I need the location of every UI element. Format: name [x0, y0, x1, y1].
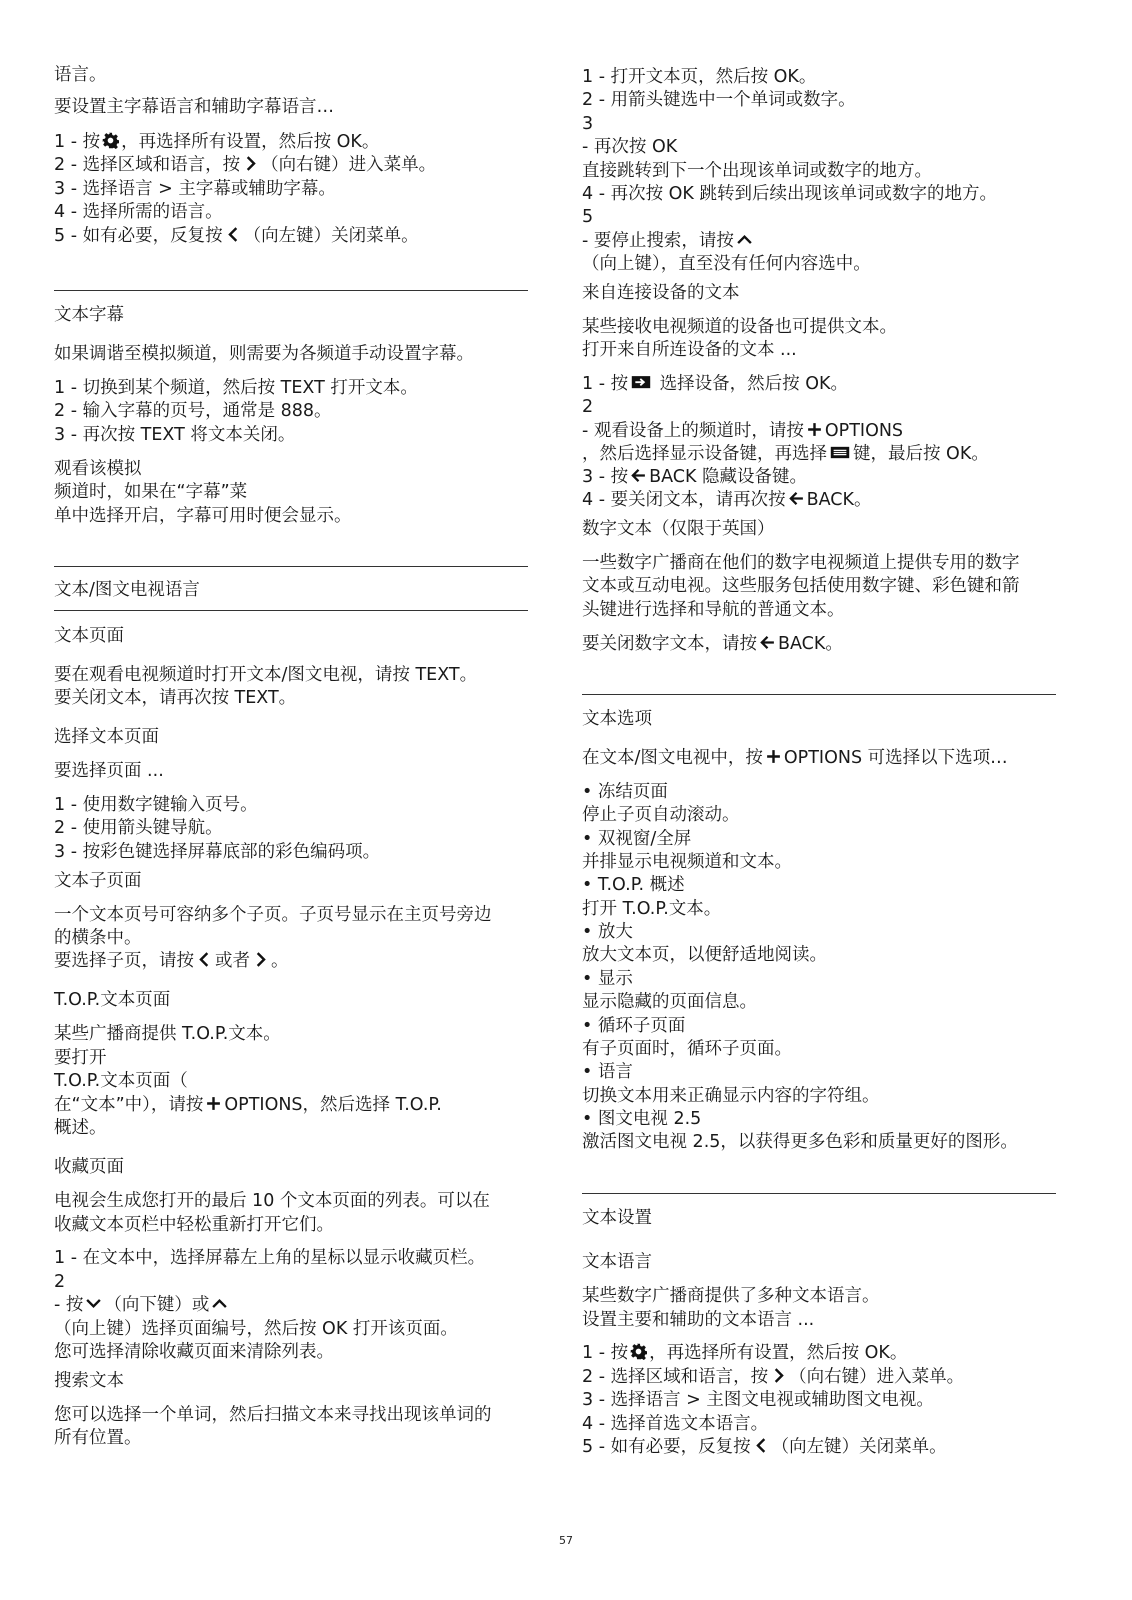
- list-item: • 循环子页面: [582, 1016, 686, 1036]
- text-line: 在文本/图文电视中，按 OPTIONS 可选择以下选项…: [582, 748, 1008, 768]
- text-line: 语言。: [54, 65, 107, 85]
- text-line: 3: [582, 114, 594, 134]
- text-line: 概述。: [54, 1118, 107, 1138]
- text-line: - 观看设备上的频道时，请按 OPTIONS: [582, 421, 904, 441]
- text-line: 在“文本”中），请按 OPTIONS，然后选择 T.O.P.: [54, 1095, 442, 1115]
- section-heading: 文本设置: [582, 1208, 652, 1228]
- text-line: T.O.P.文本页面（: [54, 1071, 188, 1091]
- chevron-left-icon: [753, 1437, 770, 1454]
- text-line: 5 - 如有必要，反复按 （向左键）关闭菜单。: [54, 226, 419, 246]
- text-line: 单中选择开启，字幕可用时便会显示。: [54, 506, 352, 526]
- text-line: 要关闭文本，请再次按 TEXT。: [54, 688, 297, 708]
- section-divider: [54, 290, 528, 291]
- list-item: • 放大: [582, 922, 633, 942]
- text-line: 直接跳转到下一个出现该单词或数字的地方。: [582, 161, 932, 181]
- text-line: 3 - 选择语言 > 主图文电视或辅助图文电视。: [582, 1390, 934, 1410]
- chevron-down-icon: [85, 1295, 102, 1312]
- subsection-heading: 文本子页面: [54, 871, 142, 891]
- text-line: 停止子页自动滚动。: [582, 805, 740, 825]
- text-line: 观看该模拟: [54, 459, 142, 479]
- text-line: 有子页面时，循环子页面。: [582, 1039, 792, 1059]
- chevron-left-icon: [196, 951, 213, 968]
- chevron-right-icon: [770, 1367, 787, 1384]
- text-line: 要选择页面 ...: [54, 761, 164, 781]
- text-line: 并排显示电视频道和文本。: [582, 852, 792, 872]
- list-item: • 语言: [582, 1062, 633, 1082]
- text-line: 5 - 如有必要，反复按 （向左键）关闭菜单。: [582, 1437, 947, 1457]
- text-line: 1 - 按 选择设备，然后按 OK。: [582, 374, 848, 394]
- list-item: • 冻结页面: [582, 782, 668, 802]
- subsection-heading: 文本语言: [582, 1252, 652, 1272]
- text-line: 打开来自所连设备的文本 ...: [582, 340, 797, 360]
- text-line: 某些广播商提供 T.O.P.文本。: [54, 1024, 281, 1044]
- text-line: 3 - 再次按 TEXT 将文本关闭。: [54, 425, 296, 445]
- chevron-up-icon: [736, 231, 753, 248]
- text-line: 4 - 要关闭文本，请再次按 BACK。: [582, 490, 872, 510]
- text-line: - 要停止搜索，请按: [582, 230, 755, 252]
- text-line: 电视会生成您打开的最后 10 个文本页面的列表。可以在: [54, 1191, 490, 1211]
- section-divider: [582, 1193, 1056, 1194]
- text-line: 2: [582, 397, 594, 417]
- text-line: 要打开: [54, 1048, 107, 1068]
- gear-icon: [102, 132, 119, 149]
- text-line: （向上键），直至没有任何内容选中。: [582, 254, 871, 274]
- text-line: 一个文本页号可容纳多个子页。子页号显示在主页号旁边: [54, 905, 492, 925]
- list-item: • 双视窗/全屏: [582, 829, 692, 849]
- text-line: 3 - 按 BACK 隐藏设备键。: [582, 467, 808, 487]
- text-line: 1 - 按 ，再选择所有设置，然后按 OK。: [54, 132, 380, 152]
- back-arrow-icon: [759, 634, 776, 651]
- text-line: 某些接收电视频道的设备也可提供文本。: [582, 317, 897, 337]
- text-line: 1 - 使用数字键输入页号。: [54, 795, 258, 815]
- subsection-heading: 选择文本页面: [54, 727, 159, 747]
- text-line: 1 - 按 ，再选择所有设置，然后按 OK。: [582, 1343, 908, 1363]
- text-line: 要设置主字幕语言和辅助字幕语言…: [54, 97, 334, 117]
- list-item: • 图文电视 2.5: [582, 1109, 702, 1129]
- text-line: 3 - 按彩色键选择屏幕底部的彩色编码项。: [54, 842, 381, 862]
- chevron-left-icon: [225, 226, 242, 243]
- text-line: 的横条中。: [54, 928, 142, 948]
- text-line: 2 - 输入字幕的页号，通常是 888。: [54, 401, 332, 421]
- text-line: 您可以选择一个单词，然后扫描文本来寻找出现该单词的: [54, 1405, 492, 1425]
- text-line: ，然后选择显示设备键，再选择 键，最后按 OK。: [582, 444, 989, 464]
- text-line: 1 - 打开文本页，然后按 OK。: [582, 67, 817, 87]
- text-line: 3 - 选择语言 > 主字幕或辅助字幕。: [54, 179, 336, 199]
- subsection-heading: T.O.P.文本页面: [54, 990, 171, 1010]
- text-line: 要关闭数字文本，请按 BACK。: [582, 634, 843, 654]
- keypad-icon: [829, 444, 851, 461]
- text-line: 头键进行选择和导航的普通文本。: [582, 600, 845, 620]
- text-line: 激活图文电视 2.5，以获得更多色彩和质量更好的图形。: [582, 1132, 1018, 1152]
- list-item: • T.O.P. 概述: [582, 875, 685, 895]
- text-line: 1 - 在文本中，选择屏幕左上角的星标以显示收藏页栏。: [54, 1248, 486, 1268]
- text-line: 5: [582, 207, 594, 227]
- text-line: 切换文本用来正确显示内容的字符组。: [582, 1086, 880, 1106]
- text-line: 4 - 选择首选文本语言。: [582, 1414, 769, 1434]
- text-line: 1 - 切换到某个频道，然后按 TEXT 打开文本。: [54, 378, 418, 398]
- text-line: 4 - 选择所需的语言。: [54, 202, 223, 222]
- subsection-heading: 搜索文本: [54, 1371, 124, 1391]
- section-heading: 文本/图文电视语言: [54, 580, 200, 600]
- chevron-right-icon: [252, 951, 269, 968]
- text-line: 某些数字广播商提供了多种文本语言。: [582, 1286, 880, 1306]
- text-line: 2 - 选择区域和语言，按 （向右键）进入菜单。: [582, 1367, 965, 1387]
- text-line: 一些数字广播商在他们的数字电视频道上提供专用的数字: [582, 553, 1020, 573]
- subsection-heading: 收藏页面: [54, 1157, 124, 1177]
- section-divider: [54, 566, 528, 567]
- text-line: 您可选择清除收藏页面来清除列表。: [54, 1342, 334, 1362]
- section-heading: 文本字幕: [54, 305, 124, 325]
- text-line: 显示隐藏的页面信息。: [582, 992, 757, 1012]
- subsection-heading: 文本页面: [54, 626, 124, 646]
- plus-icon: [806, 421, 823, 438]
- section-divider: [54, 610, 528, 611]
- text-line: 所有位置。: [54, 1428, 142, 1448]
- back-arrow-icon: [788, 490, 805, 507]
- plus-icon: [765, 748, 782, 765]
- text-line: 4 - 再次按 OK 跳转到后续出现该单词或数字的地方。: [582, 184, 997, 204]
- section-divider: [582, 694, 1056, 695]
- page-number: 57: [559, 1534, 573, 1547]
- text-line: 文本或互动电视。这些服务包括使用数字键、彩色键和箭: [582, 576, 1020, 596]
- text-line: 放大文本页，以便舒适地阅读。: [582, 945, 827, 965]
- text-line: 2 - 选择区域和语言，按 （向右键）进入菜单。: [54, 155, 437, 175]
- chevron-right-icon: [242, 155, 259, 172]
- text-line: （向上键）选择页面编号，然后按 OK 打开该页面。: [54, 1319, 458, 1339]
- text-line: 频道时，如果在“字幕”菜: [54, 482, 248, 502]
- text-line: 要在观看电视频道时打开文本/图文电视，请按 TEXT。: [54, 665, 478, 685]
- text-line: - 再次按 OK: [582, 137, 678, 157]
- subsection-heading: 数字文本（仅限于英国）: [582, 519, 775, 539]
- text-line: 打开 T.O.P.文本。: [582, 899, 722, 919]
- text-line: 2 - 使用箭头键导航。: [54, 818, 223, 838]
- chevron-up-icon: [211, 1295, 228, 1312]
- section-heading: 文本选项: [582, 709, 652, 729]
- text-line: 设置主要和辅助的文本语言 ...: [582, 1310, 815, 1330]
- text-line: 2: [54, 1272, 66, 1292]
- text-line: 如果调谐至模拟频道，则需要为各频道手动设置字幕。: [54, 344, 474, 364]
- list-item: • 显示: [582, 969, 633, 989]
- text-line: 要选择子页，请按 或者 。: [54, 951, 289, 971]
- source-icon: [630, 374, 652, 391]
- gear-icon: [630, 1343, 647, 1360]
- text-line: 2 - 用箭头键选中一个单词或数字。: [582, 90, 856, 110]
- subsection-heading: 来自连接设备的文本: [582, 283, 740, 303]
- back-arrow-icon: [630, 467, 647, 484]
- text-line: 收藏文本页栏中轻松重新打开它们。: [54, 1215, 334, 1235]
- text-line: - 按 （向下键）或: [54, 1294, 230, 1316]
- plus-icon: [205, 1095, 222, 1112]
